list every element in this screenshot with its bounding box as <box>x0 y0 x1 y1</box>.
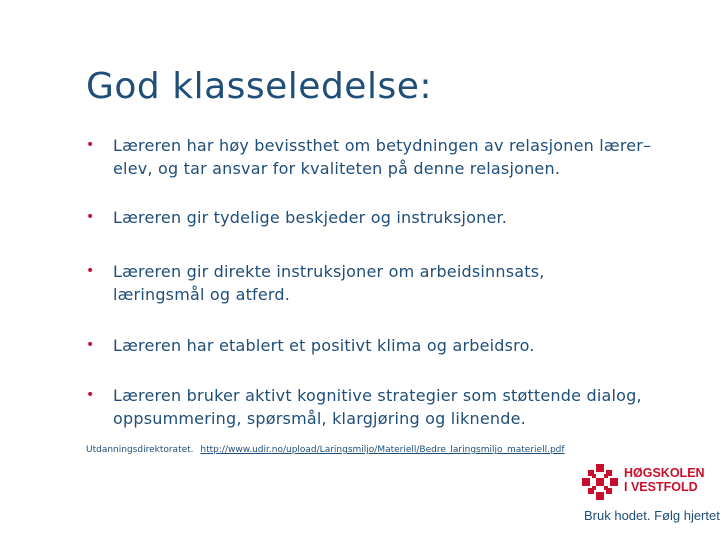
bullet-text: Læreren bruker aktivt kognitive strategier som støttende dialog, oppsummering, spørsmål, klargjøring og liknende. <box>113 386 642 428</box>
logo-tagline: Bruk hodet. Følg hjertet <box>584 508 720 523</box>
hbv-cross-logo-icon <box>582 464 618 500</box>
bullet-text: Læreren gir direkte instruksjoner om arbeidsinnsats, læringsmål og atferd. <box>113 262 545 304</box>
logo-line1: HØGSKOLEN <box>624 466 705 480</box>
bullet-text: Læreren har etablert et positivt klima og arbeidsro. <box>113 336 535 355</box>
bullet-dot-icon: • <box>86 137 95 153</box>
bullet-dot-icon: • <box>86 209 95 225</box>
source-citation <box>86 445 565 455</box>
bullet-dot-icon: • <box>86 387 95 403</box>
bullet-text: Læreren gir tydelige beskjeder og instruksjoner. <box>113 208 508 227</box>
logo-name <box>624 466 705 494</box>
source-link[interactable]: http://www.udir.no/upload/Laringsmiljo/Materiell/Bedre_laringsmiljo_materiell.pdf <box>200 445 565 455</box>
source-label: Utdanningsdirektoratet. <box>86 445 194 455</box>
bullet-dot-icon: • <box>86 337 95 353</box>
bullet-text: Læreren har høy bevissthet om betydningen av relasjonen lærer–elev, og tar ansvar for kvaliteten på denne relasjonen. <box>113 136 652 178</box>
slide-title: God klasseledelse: <box>86 66 432 107</box>
institution-logo <box>580 462 720 528</box>
bullet-dot-icon: • <box>86 263 95 279</box>
logo-line2: I VESTFOLD <box>624 480 698 494</box>
